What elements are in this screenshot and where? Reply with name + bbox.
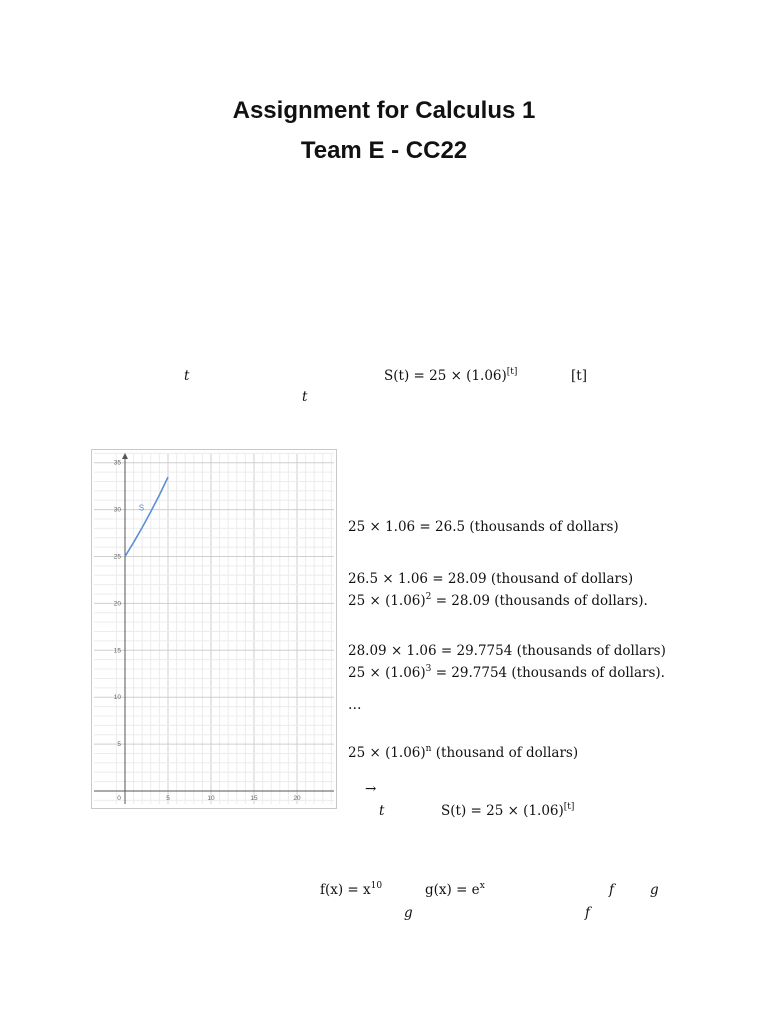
- y-axis-arrow-icon: [122, 453, 128, 459]
- work-line-year3-power: $25 \times (1.06)^3 = 29.7754$ (thousands of dollars).: [348, 664, 665, 681]
- document-title: Assignment for Calculus 1: [232, 97, 536, 124]
- y-tick-label: 30: [113, 506, 121, 514]
- arrow-icon: →: [365, 781, 377, 797]
- x-tick-label: 0: [117, 795, 121, 802]
- x-tick-label: 5: [166, 795, 170, 802]
- variable-t: t: [302, 389, 308, 405]
- y-tick-label: 25: [113, 553, 121, 561]
- function-f-definition: $f(x) = x^{10}$: [320, 881, 383, 898]
- function-g-definition: $g(x) = e^x$: [425, 881, 485, 898]
- y-tick-label: 15: [113, 647, 121, 655]
- function-g-ref: g: [404, 905, 413, 921]
- work-line-year2: 26.5 × 1.06 = 28.09 (thousand of dollars): [348, 571, 634, 587]
- salary-formula: S(t) = 25 × (1.06)[t]: [384, 367, 518, 384]
- function-f-ref: f: [609, 882, 614, 898]
- y-tick-label: 5: [117, 741, 121, 749]
- conclusion-formula: S(t) = 25 × (1.06)[t]: [441, 802, 575, 819]
- y-tick-label: 10: [113, 694, 121, 702]
- work-line-year2-power: $25 \times (1.06)^2 = 28.09$ (thousands of dollars).: [348, 592, 648, 609]
- work-line-year1: 25 × 1.06 = 26.5 (thousands of dollars): [348, 519, 619, 535]
- salary-graph: [91, 449, 337, 809]
- ellipsis: …: [348, 697, 362, 713]
- document-subtitle: Team E - CC22: [300, 137, 468, 164]
- series-line: [125, 477, 168, 556]
- function-g-ref: g: [650, 882, 659, 898]
- x-tick-label: 15: [250, 795, 258, 802]
- x-tick-label: 10: [207, 795, 215, 802]
- variable-t: t: [379, 803, 385, 819]
- function-f-ref: f: [585, 905, 590, 921]
- work-line-general: $25 \times (1.06)^n$ (thousand of dollars): [348, 744, 579, 761]
- floor-t: [t]: [571, 368, 587, 384]
- y-tick-label: 35: [113, 459, 121, 467]
- salary-graph-svg: [92, 450, 336, 808]
- y-tick-label: 20: [113, 600, 121, 608]
- x-tick-label: 20: [293, 795, 301, 802]
- series-label: S: [138, 503, 145, 513]
- work-line-year3: 28.09 × 1.06 = 29.7754 (thousands of dollars): [348, 643, 666, 659]
- variable-t: t: [184, 368, 190, 384]
